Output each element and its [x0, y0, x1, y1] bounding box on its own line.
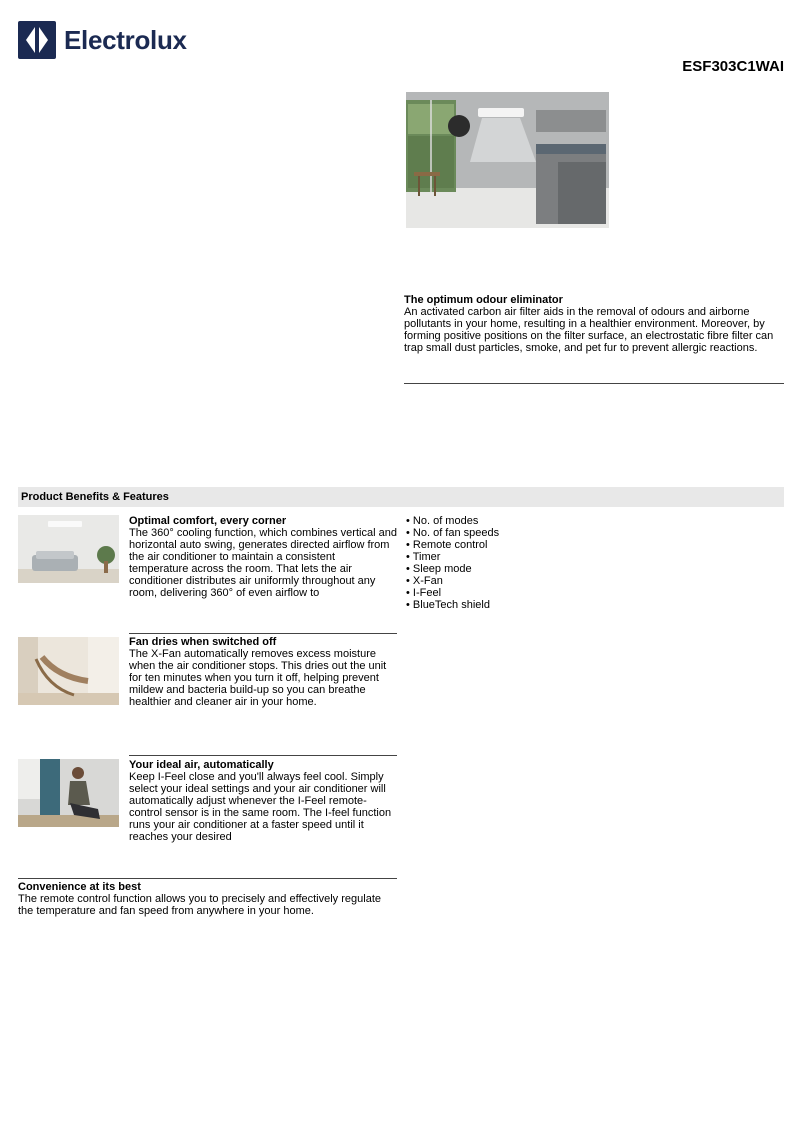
benefit-image-living-room [18, 515, 119, 583]
brand-name: Electrolux [64, 24, 187, 55]
list-item: • Remote control [406, 539, 488, 551]
list-item: • Timer [406, 551, 441, 563]
list-item: • X-Fan [406, 575, 443, 587]
divider [18, 878, 397, 879]
benefit-card [129, 636, 397, 708]
benefit-card [129, 515, 397, 599]
benefit-title: Your ideal air, automatically [129, 759, 274, 771]
benefit-text: The remote control function allows you to precisely and effectively regulate the temperature and fan speed from anywhere in your home. [18, 893, 381, 917]
hero-feature-title: The optimum odour eliminator [404, 294, 563, 306]
benefit-title: Convenience at its best [18, 881, 141, 893]
benefit-card [129, 759, 397, 843]
list-item: • No. of fan speeds [406, 527, 500, 539]
list-item: • Sleep mode [406, 563, 472, 575]
list-item: • No. of modes [406, 515, 479, 527]
feature-list [406, 515, 499, 611]
hero-image [406, 92, 609, 228]
benefit-text: Keep I-Feel close and you'll always feel cool. Simply select your ideal settings and your air conditioner will automatically adjust whenever the I-Feel remote-control sensor is in the same room. The I-feel function runs your air conditioner at a faster speed until it reaches your desired [129, 771, 392, 843]
list-item: • I-Feel [406, 587, 442, 599]
benefit-title: Optimal comfort, every corner [129, 515, 287, 527]
divider [129, 633, 397, 634]
model-number: ESF303C1WAI [682, 58, 784, 75]
hero-feature [404, 294, 784, 354]
brand-logo [18, 20, 187, 60]
benefit-image-rocking-chair [18, 637, 119, 705]
electrolux-logo-icon [18, 21, 56, 59]
benefit-card [18, 881, 397, 917]
section-title: Product Benefits & Features [21, 491, 169, 503]
list-item: • BlueTech shield [406, 599, 490, 611]
benefit-text: The 360° cooling function, which combines vertical and horizontal auto swing, generates directed airflow from the air conditioner to maintain a consistent temperature across the room. That lets the air conditioner distributes air uniformly throughout any room, delivering 360° of even airflow to [129, 527, 397, 599]
benefit-text: The X-Fan automatically removes excess moisture when the air conditioner stops. This dries out the unit for ten minutes when you turn it off, helping prevent mildew and bacteria build-up so you can breathe healthier and cleaner air in your home. [129, 648, 387, 708]
benefit-image-man-sitting [18, 759, 119, 827]
section-header [18, 487, 784, 507]
benefit-title: Fan dries when switched off [129, 636, 277, 648]
divider [129, 755, 397, 756]
divider [404, 383, 784, 384]
hero-feature-text: An activated carbon air filter aids in the removal of odours and airborne pollutants in your home, resulting in a healthier environment. Moreover, by forming positive positions on the filter surface, an electrostatic fibre filter can trap small dust particles, smoke, and pet fur to prevent allergic reactions. [404, 306, 774, 354]
